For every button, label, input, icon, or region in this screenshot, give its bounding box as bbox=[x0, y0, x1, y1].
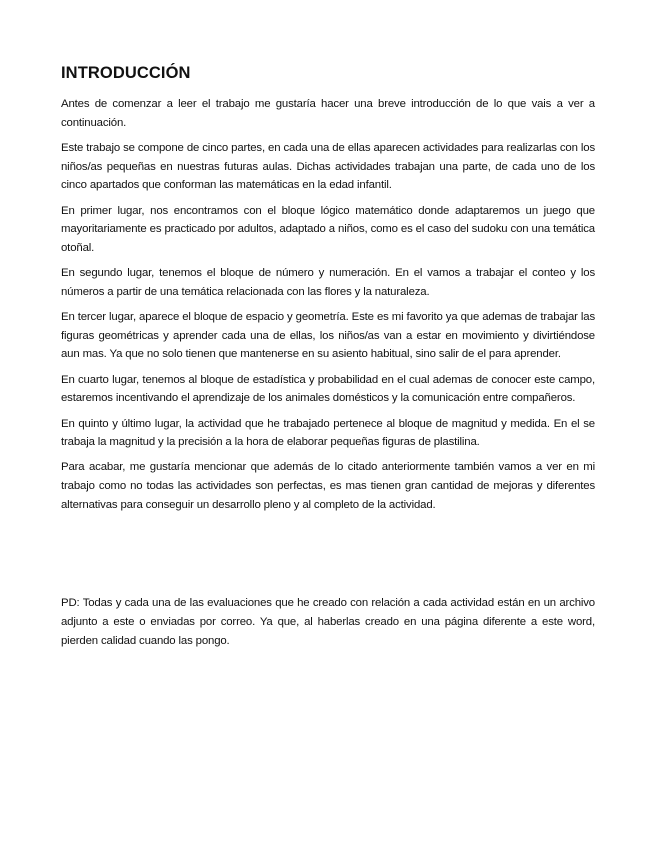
paragraph-intro: Antes de comenzar a leer el trabajo me gustaría hacer una breve introducción de lo que vais a ver a continuación. bbox=[61, 98, 595, 129]
paragraph-first-block: En primer lugar, nos encontramos con el bloque lógico matemático donde adaptaremos un juego que mayoritariamente es practicado por adultos, adaptado a niños, como es el caso del sudoku con una temática otoñal. bbox=[61, 204, 595, 254]
paragraph-closing: Para acabar, me gustaría mencionar que además de lo citado anteriormente también vamos a ver en mi trabajo como no todas las actividades son perfectas, es mas tienen gran cantidad de mejoras y diferentes alternativas para conseguir un desarrollo pleno y al completo de la actividad. bbox=[61, 461, 595, 511]
page-title: INTRODUCCIÓN bbox=[61, 64, 191, 82]
paragraph-second-block: En segundo lugar, tenemos el bloque de número y numeración. En el vamos a trabajar el conteo y los números a partir de una temática relacionada con las flores y la naturaleza. bbox=[61, 267, 595, 298]
paragraph-structure: Este trabajo se compone de cinco partes, en cada una de ellas aparecen actividades para realizarlas con los niños/as pequeñas en nuestras futuras aulas. Dichas actividades trabajan una parte, de cada uno de los cinco apartados que conforman las matemáticas en la edad infantil. bbox=[61, 141, 595, 192]
paragraph-third-block: En tercer lugar, aparece el bloque de espacio y geometría. Este es mi favorito ya que ademas de trabajar las figuras geométricas y aprender cada una de ellas, los niños/as van a estar en movimiento y divirtiéndose aun mas. Ya que no solo tienen que mantenerse en su asiento habitual, sino salir de el para aprender. bbox=[61, 311, 595, 361]
paragraph-fifth-block: En quinto y último lugar, la actividad que he trabajado pertenece al bloque de magnitud y medida. En el se trabaja la magnitud y la precisión a la hora de elaborar pequeñas figuras de plastilina. bbox=[61, 417, 595, 449]
paragraph-fourth-block: En cuarto lugar, tenemos al bloque de estadística y probabilidad en el cual ademas de conocer este campo, estaremos incentivando el aprendizaje de los animales domésticos y la comunicación entre compañeros. bbox=[61, 373, 595, 405]
postscript: PD: Todas y cada una de las evaluaciones que he creado con relación a cada actividad están en un archivo adjunto a este o enviadas por correo. Ya que, al haberlas creado en una página diferente a este word, pierden calidad cuando las pongo. bbox=[61, 597, 595, 648]
document-body bbox=[61, 95, 595, 515]
